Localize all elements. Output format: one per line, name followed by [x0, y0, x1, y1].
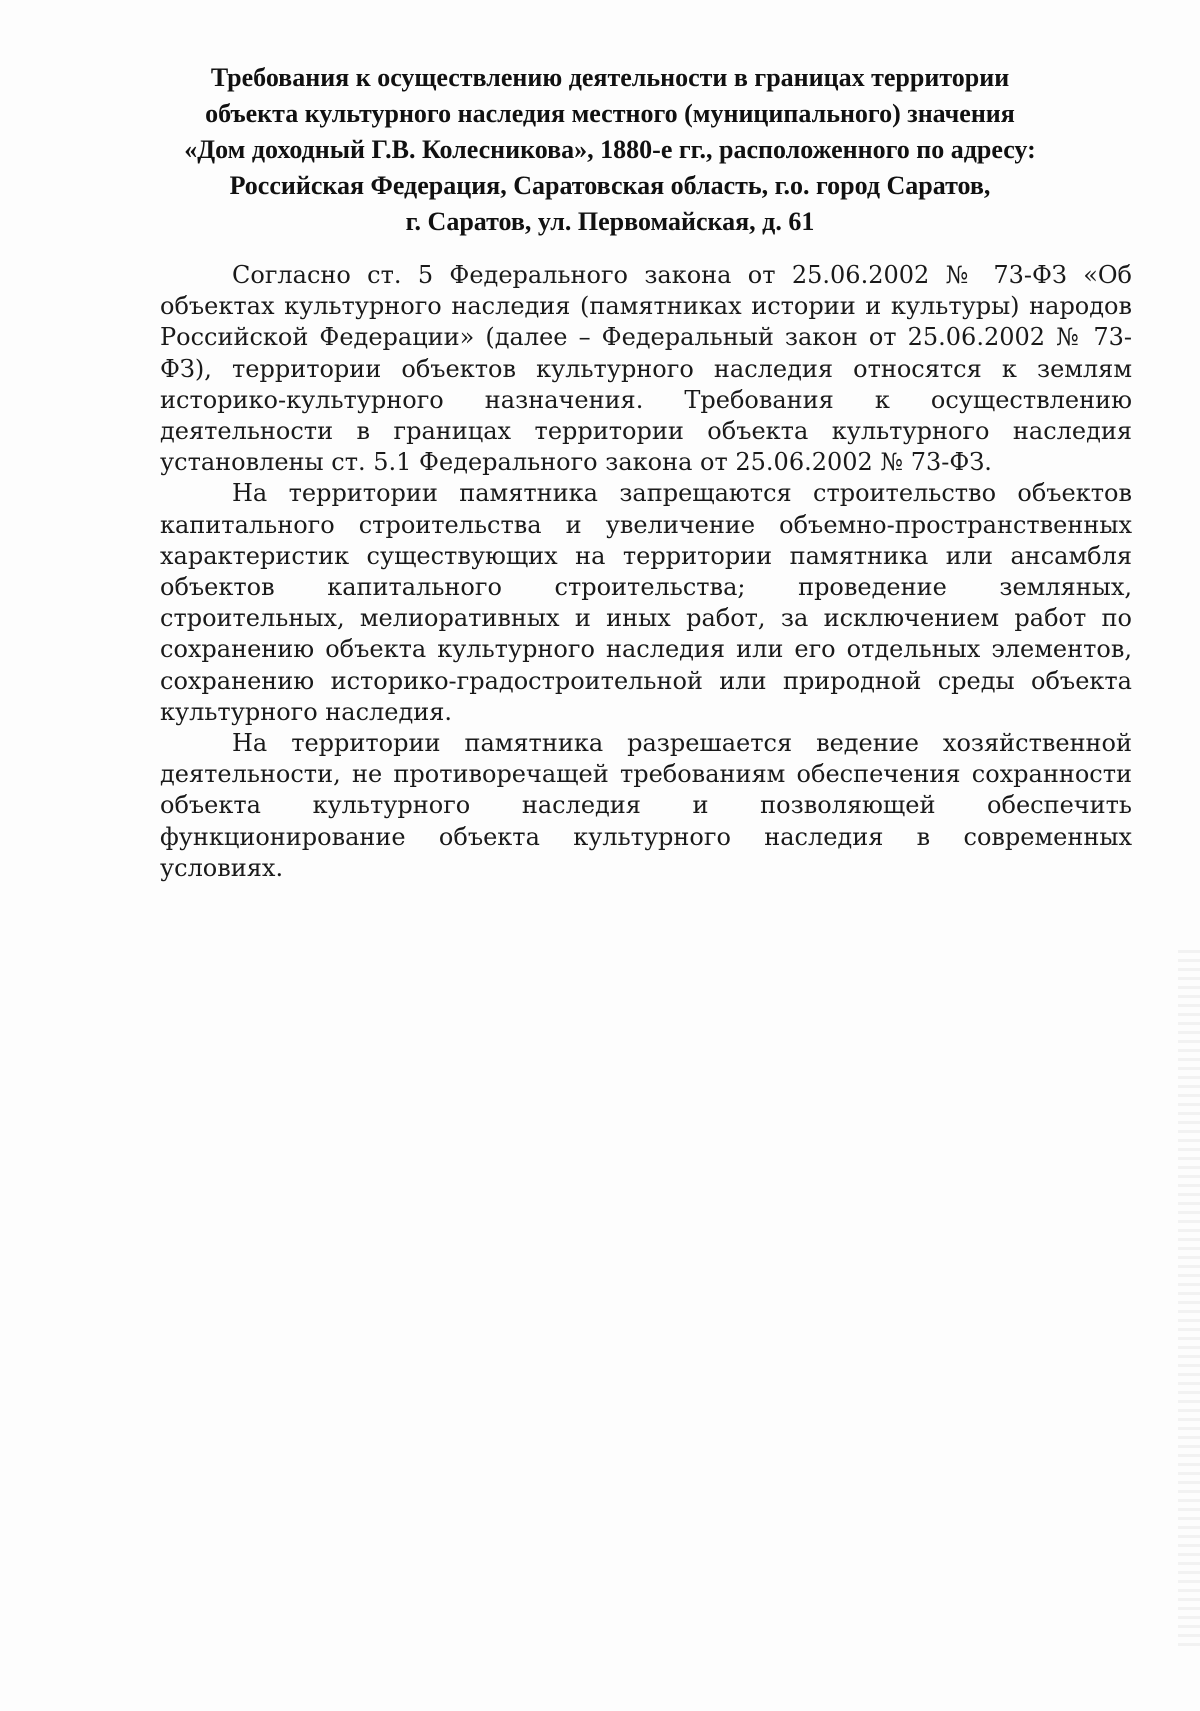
title-line: Российская Федерация, Саратовская область, г.о. город Саратов, — [229, 171, 991, 200]
paragraph-prohibitions: На территории памятника запрещаются строительство объектов капитального строительства и увеличение объемно-пространственных характеристик существующих на территории памятника или ансамбля объектов капитального строительства; проведение земляных, строительных, мелиоративных и иных работ, за исключением работ по сохранению объекта культурного наследия или его отдельных элементов, сохранению историко-градостроительной или природной среды объекта культурного наследия. — [160, 479, 1132, 726]
paragraph-legal-basis: Согласно ст. 5 Федерального закона от 25.06.2002 № 73-ФЗ «Об объектах культурного наследия (памятниках истории и культуры) народов Российской Федерации» (далее – Федеральный закон от 25.06.2002 № 73-ФЗ), территории объектов культурного наследия относятся к землям историко-культурного назначения. Требования к осуществлению деятельности в границах территории объекта культурного наследия установлены ст. 5.1 Федерального закона от 25.06.2002 № 73-ФЗ. — [160, 261, 1132, 477]
title-line: «Дом доходный Г.В. Колесникова», 1880-е гг., расположенного по адресу: — [184, 135, 1036, 164]
title-line: г. Саратов, ул. Первомайская, д. 61 — [405, 207, 815, 236]
document-title — [130, 60, 1090, 240]
scan-edge-artifact — [1178, 950, 1200, 1650]
title-line: Требования к осуществлению деятельности в границах территории — [210, 63, 1010, 92]
title-line: объекта культурного наследия местного (муниципального) значения — [205, 99, 1015, 128]
paragraph-permissions: На территории памятника разрешается ведение хозяйственной деятельности, не противоречащей требованиям обеспечения сохранности объекта культурного наследия и позволяющей обеспечить функционирование объекта культурного наследия в современных условиях. — [160, 729, 1132, 882]
document-body — [160, 260, 1132, 884]
